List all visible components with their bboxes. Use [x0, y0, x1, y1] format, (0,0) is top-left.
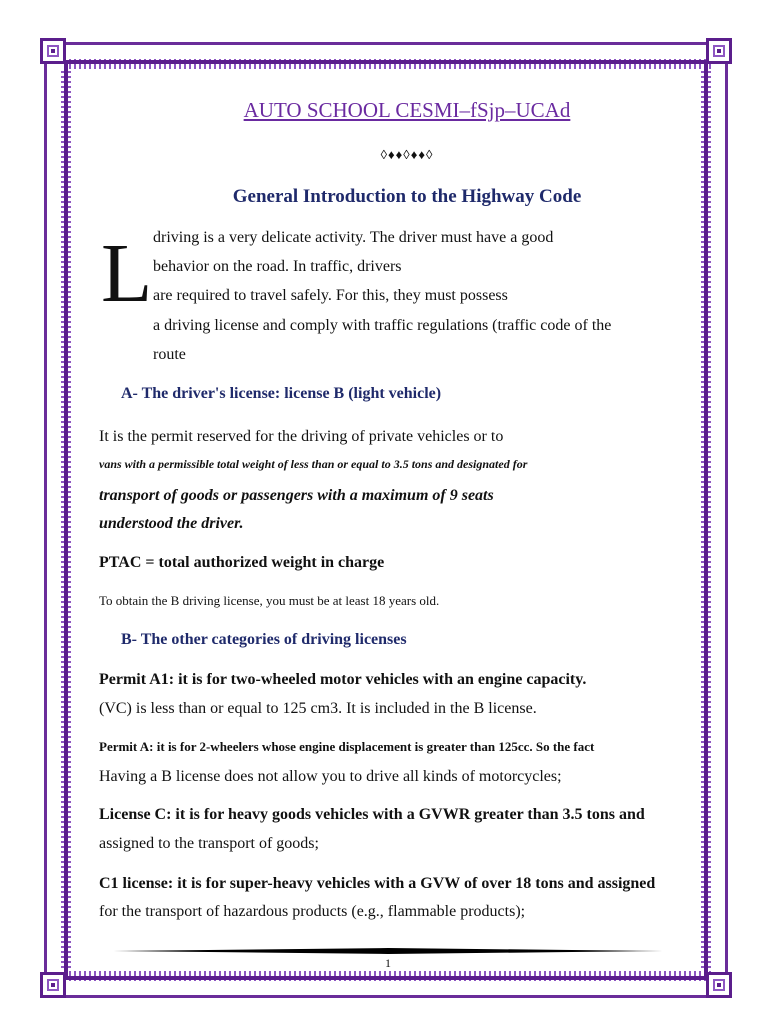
intro-line: are required to travel safely. For this, they must possess [153, 287, 508, 304]
corner-ornament-bottom-left [40, 972, 66, 998]
license-c-line: assigned to the transport of goods; [99, 835, 319, 852]
heading-license-b: A- The driver's license: license B (light vehicle) [121, 385, 442, 402]
drop-cap: L [101, 227, 153, 320]
paragraph-line: understood the driver. [99, 515, 244, 532]
license-c1-line: for the transport of hazardous products (e.g., flammable products); [99, 903, 526, 920]
age-requirement: To obtain the B driving license, you must be at least 18 years old. [99, 593, 440, 608]
permit-a1-line: Permit A1: it is for two-wheeled motor vehicles with an engine capacity. [99, 671, 587, 688]
ptac-definition: PTAC = total authorized weight in charge [99, 554, 385, 571]
corner-ornament-top-left [40, 38, 66, 64]
intro-line: driving is a very delicate activity. The driver must have a good [153, 229, 554, 246]
ornament-divider: ◊♦♦◊♦♦◊ [380, 147, 434, 162]
footer-rule [113, 948, 663, 954]
page-number: 1 [385, 956, 391, 970]
intro-line: a driving license and comply with traffic regulations (traffic code of the [153, 317, 612, 334]
paragraph-line: transport of goods or passengers with a maximum of 9 seats [99, 487, 494, 504]
corner-ornament-bottom-right [706, 972, 732, 998]
intro-line: behavior on the road. In traffic, drivers [153, 258, 402, 275]
section-title: General Introduction to the Highway Code [232, 186, 582, 207]
heading-other-categories: B- The other categories of driving licenses [121, 631, 407, 648]
corner-ornament-top-right [706, 38, 732, 64]
license-c-line: License C: it is for heavy goods vehicles with a GVWR greater than 3.5 tons and [99, 806, 645, 823]
intro-line: route [153, 346, 186, 363]
permit-a-line: Having a B license does not allow you to drive all kinds of motorcycles; [99, 768, 562, 785]
paragraph-line: vans with a permissible total weight of less than or equal to 3.5 tons and designated for [99, 457, 528, 471]
permit-a-line: Permit A: it is for 2-wheelers whose engine displacement is greater than 125cc. So the fact [99, 739, 595, 754]
paragraph-line: It is the permit reserved for the driving of private vehicles or to [99, 428, 504, 445]
license-c1-line: C1 license: it is for super-heavy vehicles with a GVW of over 18 tons and assigned [99, 875, 656, 892]
permit-a1-line: (VC) is less than or equal to 125 cm3. It is included in the B license. [99, 700, 537, 717]
document-title: AUTO SCHOOL CESMI–fSjp–UCAd [243, 98, 571, 122]
